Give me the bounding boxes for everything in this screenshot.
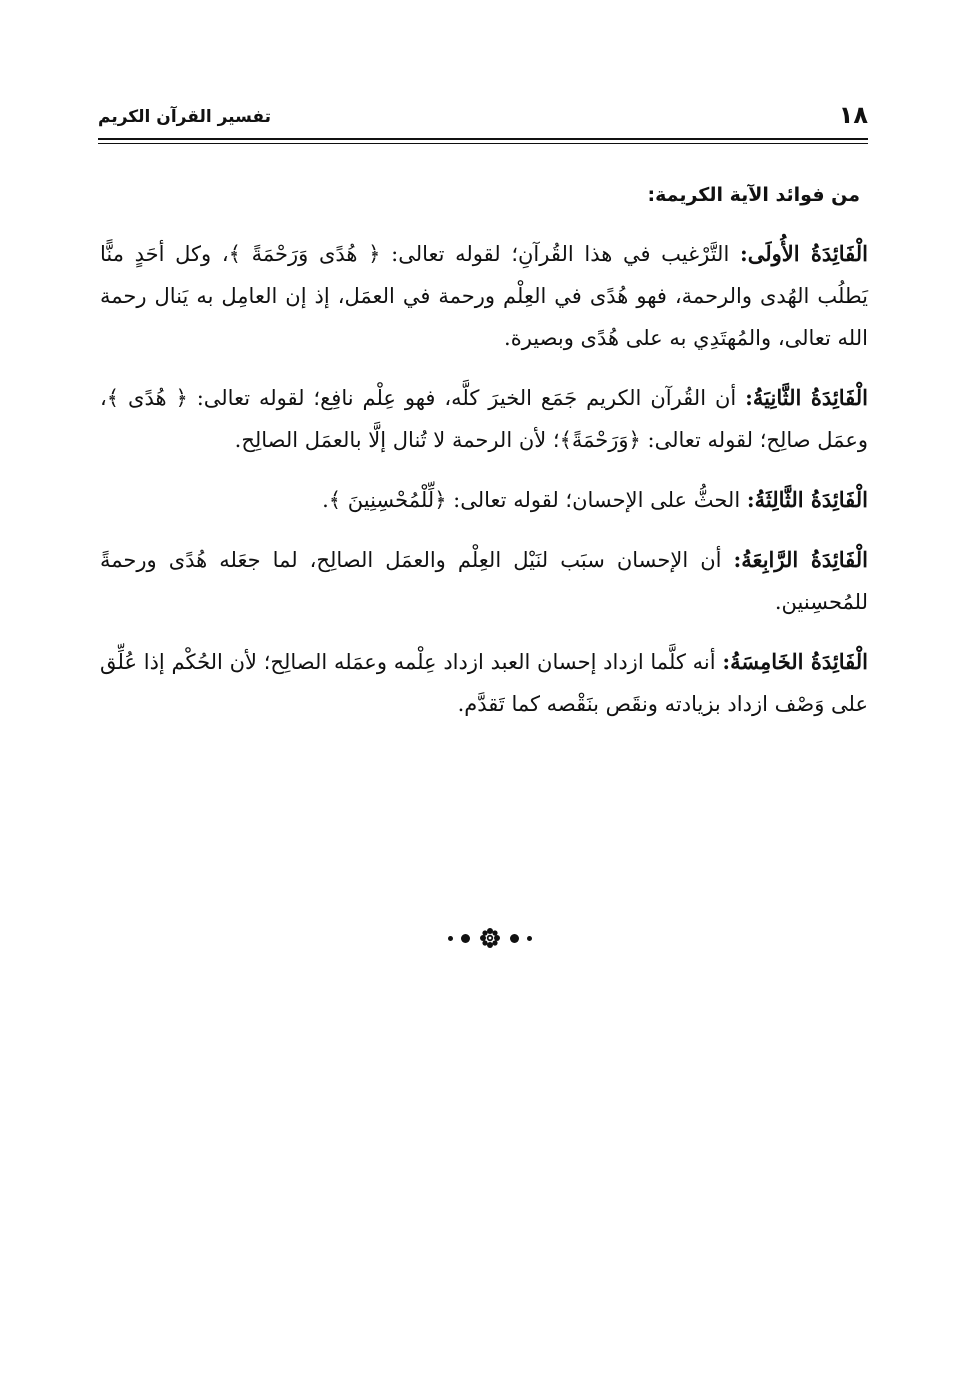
page-content: [100, 175, 868, 743]
ornament-dot-icon: [448, 936, 453, 941]
benefit-paragraph-5: [100, 641, 868, 725]
benefit-label: الْفَائِدَةُ الثَّانِيَةُ:: [745, 385, 868, 410]
page-number: ١٨: [838, 101, 868, 129]
benefit-label: الْفَائِدَةُ الثَّالِثَةُ:: [746, 487, 868, 512]
benefit-text: أن الإحسان سبَب لنَيْل العِلْم والعمَل الصالِح، لما جعَله هُدًى ورحمةً للمُحسِنين.: [100, 548, 868, 614]
ornament-dot-icon: [461, 934, 470, 943]
header-rule-thick: [98, 138, 868, 140]
benefit-text: الحثُّ على الإحسان؛ لقوله تعالى: ﴿لِّلْمُحْسِنِينَ ﴾.: [322, 488, 747, 512]
header-rule-thin: [98, 143, 868, 144]
running-title: تفسير القرآن الكريم: [98, 107, 272, 127]
ornament-dot-icon: [527, 936, 532, 941]
benefit-text: أنه كلَّما ازداد إحسان العبد ازداد عِلْمه وعمَله الصالِح؛ لأن الحُكْم إذا عُلِّق على وَصْف ازداد بزيادته ونقَص بنَقْصه كما تَقدَّم.: [100, 650, 868, 716]
benefit-paragraph-2: [100, 377, 868, 461]
ornament-dot-icon: [510, 934, 519, 943]
section-heading: من فوائد الآية الكريمة:: [647, 184, 860, 206]
benefit-label: الْفَائِدَةُ الأُولَى:: [739, 241, 868, 266]
benefit-label: الْفَائِدَةُ الخَامِسَةُ:: [722, 649, 868, 674]
benefit-text: أن القُرآن الكريم جَمَع الخيرَ كلَّه، فهو عِلْم نافِع؛ لقوله تعالى: ﴿ هُدًى ﴾، وعمَل صالِح؛ لقوله تعالى: ﴿وَرَحْمَةً﴾؛ لأن الرحمة لا تُنال إلَّا بالعمَل الصالِح.: [100, 386, 868, 452]
benefit-label: الْفَائِدَةُ الرَّابِعَةُ:: [733, 547, 868, 572]
benefit-text: التَّرْغيب في هذا القُرآنِ؛ لقوله تعالى: ﴿ هُدًى وَرَحْمَةً ﴾، وكل أحَدٍ منًّا يَطلُب الهُدى والرحمة، فهو هُدًى في العِلْم ورحمة في العمَل، إذ إن العامِل به يَنال رحمة الله تعالى، والمُهتَدِي به على هُدًى وبصيرة.: [100, 242, 868, 350]
benefit-paragraph-1: [100, 233, 868, 359]
section-end-ornament: [430, 924, 550, 952]
benefit-paragraph-3: [100, 479, 868, 521]
benefit-paragraph-4: [100, 539, 868, 623]
page-header: [98, 100, 868, 136]
ornament-flower-icon: [478, 926, 502, 950]
